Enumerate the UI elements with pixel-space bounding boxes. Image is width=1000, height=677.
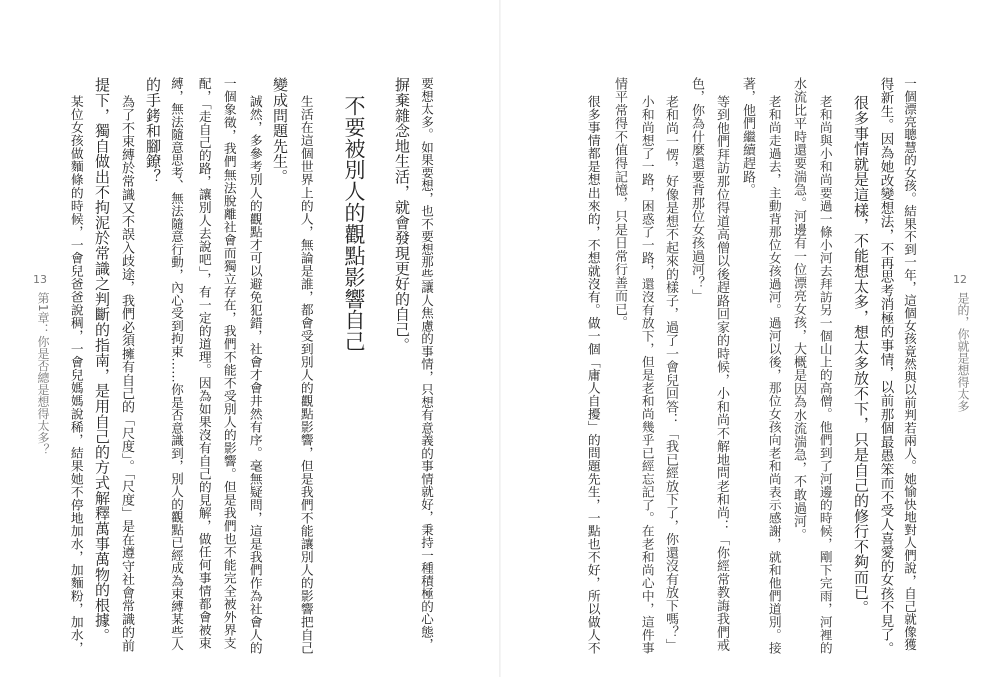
story-line: 老和尚與小和尚要過一條小河去拜訪另一個山上的高僧。他們到了河邊的時候，剛下完雨，河裡的 (816, 95, 832, 655)
text-line: 縛，無法隨意思考、無法隨意行動，內心受到拘束……你是否意識到，別人的觀點已經成為束縛某些人 (169, 77, 185, 651)
running-header-right: 是的，你就是想得太多 (956, 292, 970, 412)
story-line: 老和尚一愣，好像是想不起來的樣子，過了一會兒回答：「我已經放下了，你還沒有放下嗎？」 (663, 95, 678, 652)
story-line: 色，你為什麼還要背那位女孩過河？」 (689, 77, 704, 303)
text-line: 一個象徵，我們無法脫離社會而獨立存在，我們不能不受別人的影響。但是我們也不能完全被外界支 (220, 77, 236, 650)
text-line: 變成問題先生。 (271, 77, 289, 185)
story-line: 老和尚走過去，主動背那位女孩過河。過河以後，那位女孩向老和尚表示感謝，就和他們道別。接 (765, 95, 781, 655)
text-line: 摒棄雜念地生活，就會發現更好的自己。 (393, 77, 411, 353)
story-line: 水流比平時還要湍急。河邊有一位漂亮女孩，大概是因為水流湍急，不敢過河。 (791, 77, 806, 542)
story-line: 著，他們繼續趕路。 (740, 77, 755, 197)
text-line: 配，「走自己的路，讓別人去說吧」，有一定的道理。因為如果沒有自己的見解，做任何事情都會被束 (195, 77, 211, 650)
text-line: 為了不束縛於常識又不誤入歧途，我們必須擁有自己的「尺度」。「尺度」是在遵守社會常識的前 (119, 95, 134, 653)
text-line: 提下，獨自做出不拘泥於常識之判斷的指南，是用自己的方式解釋萬事萬物的根據。 (93, 77, 111, 644)
text-line: 某位女孩做麵條的時候，一會兒爸爸說稠，一會兒媽媽說稀，結果她不停地加水，加麵粉，加水， (67, 95, 83, 655)
book-gutter (499, 0, 501, 677)
page-number-left: 13 (33, 273, 47, 286)
page-number-right: 12 (953, 273, 967, 286)
text-line: 誠然，多參考別人的觀點才可以避免犯錯，社會才會井然有序。毫無疑問，這是我們作為社會人的 (246, 95, 262, 655)
running-header-left: 第1章：你是否總是想得太多？ (36, 292, 50, 456)
text-line: 生活在這個世界上的人，無論是誰，都會受到別人的觀點影響，但是我們不能讓別人的影響把自己 (297, 95, 313, 655)
story-line: 情平常得不值得記憶，只是日常行善而已。 (612, 77, 627, 329)
text-line: 很多事情都是想出來的，不想就沒有。做一個「庸人自擾」的問題先生，一點也不好，所以做人不 (584, 95, 600, 655)
text-line: 的手銬和腳鐐？ (144, 77, 162, 185)
text-line: 得新生。因為她改變想法，不再思考消極的事情，以前那個最愚笨而不受人喜愛的女孩不見了。 (877, 77, 894, 656)
story-line: 小和尚想了一路，困惑了一路，還沒有放下，但是老和尚幾乎已經忘記了。在老和尚心中，這件事 (638, 95, 654, 655)
text-line: 一個漂亮聰慧的女孩。結果不到一年，這個女孩竟然與以前判若兩人。她愉快地對人們說，自己就像獲 (902, 77, 918, 651)
text-line: 很多事情就是這樣，不能想太多，想太多放不下，只是自己的修行不夠而已。 (852, 95, 870, 616)
text-line: 要想太多。如果要想，也不要想那些讓人焦慮的事情，只想有意義的事情就好，秉持一種積極的心態， (419, 77, 435, 651)
story-line: 等到他們拜訪那位得道高僧以後趕路回家的時候，小和尚不解地問老和尚：「你經常教誨我們戒 (714, 95, 729, 652)
section-heading: 不要被別人的觀點影響自己 (342, 95, 366, 353)
